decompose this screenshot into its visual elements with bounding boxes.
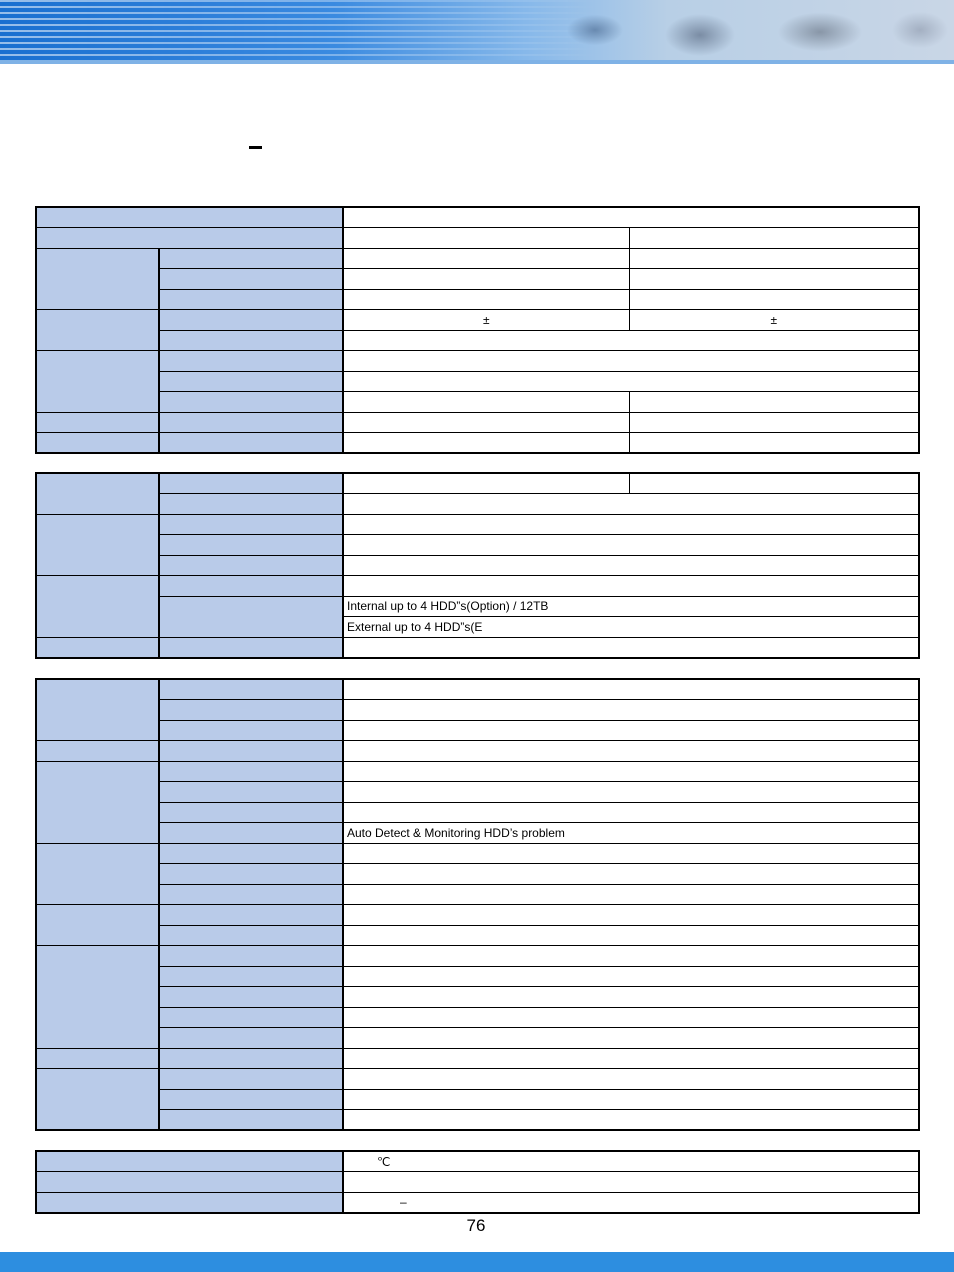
row-label xyxy=(159,596,343,637)
group-label xyxy=(36,473,159,514)
row-value xyxy=(343,761,919,782)
header-banner xyxy=(0,0,954,64)
table-row xyxy=(36,864,919,885)
row-label xyxy=(159,884,343,905)
table-row xyxy=(36,741,919,762)
group-label xyxy=(36,248,159,310)
row-value xyxy=(343,700,919,721)
spec-table-3 xyxy=(35,678,920,1131)
row-value xyxy=(343,1172,919,1193)
row-value xyxy=(343,1048,919,1069)
footer-bar xyxy=(0,1252,954,1272)
table-row xyxy=(36,679,919,700)
row-label xyxy=(159,392,343,413)
group-label xyxy=(36,514,159,576)
row-value xyxy=(629,269,919,290)
table-row xyxy=(36,823,919,844)
row-label xyxy=(159,330,343,351)
row-label xyxy=(159,371,343,392)
row-label xyxy=(159,987,343,1008)
row-value xyxy=(343,269,629,290)
row-value xyxy=(629,228,919,249)
range-dash: – xyxy=(400,1195,407,1209)
table-row xyxy=(36,761,919,782)
table-row xyxy=(36,1192,919,1213)
row-value xyxy=(343,514,919,535)
group-label xyxy=(36,905,159,946)
row-value xyxy=(343,1192,919,1213)
row-value xyxy=(343,494,919,515)
row-value xyxy=(343,310,629,331)
header-stripes xyxy=(0,0,600,64)
row-label xyxy=(159,535,343,556)
row-label xyxy=(159,1069,343,1090)
group-label xyxy=(36,412,159,433)
group-label xyxy=(36,761,159,843)
row-value xyxy=(343,1069,919,1090)
row-label xyxy=(159,514,343,535)
table-row xyxy=(36,1028,919,1049)
plus-minus-symbol: ± xyxy=(482,312,490,327)
row-value xyxy=(343,1110,919,1131)
row-value xyxy=(343,843,919,864)
row-value xyxy=(343,576,919,597)
row-value xyxy=(343,679,919,700)
row-value xyxy=(343,925,919,946)
row-value xyxy=(343,782,919,803)
row-label xyxy=(159,720,343,741)
table-row xyxy=(36,884,919,905)
row-label xyxy=(159,1110,343,1131)
row-value xyxy=(343,741,919,762)
group-label xyxy=(36,433,159,454)
row-label xyxy=(159,555,343,576)
row-value xyxy=(343,392,629,413)
row-label xyxy=(159,473,343,494)
row-label xyxy=(159,289,343,310)
row-label xyxy=(159,433,343,454)
row-label xyxy=(159,412,343,433)
table-row xyxy=(36,596,919,617)
table-row xyxy=(36,1172,919,1193)
table-row xyxy=(36,966,919,987)
row-value xyxy=(343,412,629,433)
table-row xyxy=(36,576,919,597)
group-label xyxy=(36,741,159,762)
table-row xyxy=(36,494,919,515)
table-row xyxy=(36,310,919,331)
row-value xyxy=(629,412,919,433)
spec-table-2 xyxy=(35,472,920,659)
row-value xyxy=(629,289,919,310)
row-value xyxy=(343,473,629,494)
table-row xyxy=(36,392,919,413)
row-label xyxy=(159,269,343,290)
table-row xyxy=(36,371,919,392)
row-value xyxy=(343,637,919,658)
table-row xyxy=(36,905,919,926)
row-label xyxy=(159,741,343,762)
row-value xyxy=(343,1007,919,1028)
row-label xyxy=(159,966,343,987)
table-row xyxy=(36,228,919,249)
table-row xyxy=(36,720,919,741)
hdd-detect-value: Auto Detect & Monitoring HDD’s problem xyxy=(343,823,919,844)
table-row xyxy=(36,802,919,823)
row-label xyxy=(159,864,343,885)
row-label xyxy=(159,637,343,658)
row-value xyxy=(629,248,919,269)
row-value xyxy=(343,1089,919,1110)
table-row xyxy=(36,1007,919,1028)
row-label xyxy=(159,1048,343,1069)
group-label xyxy=(36,1069,159,1131)
table-row xyxy=(36,248,919,269)
row-value xyxy=(343,228,629,249)
row-value xyxy=(343,966,919,987)
row-value xyxy=(343,535,919,556)
page-title-dash xyxy=(249,146,262,149)
table-row xyxy=(36,782,919,803)
row-value xyxy=(629,310,919,331)
row-label xyxy=(159,946,343,967)
row-label xyxy=(159,1089,343,1110)
table-row xyxy=(36,1151,919,1172)
row-label xyxy=(159,782,343,803)
group-label xyxy=(36,1048,159,1069)
row-label xyxy=(159,761,343,782)
group-label xyxy=(36,310,159,351)
table-row xyxy=(36,514,919,535)
row-label xyxy=(159,905,343,926)
row-label xyxy=(36,207,343,228)
table-row xyxy=(36,1048,919,1069)
header-bottom-line xyxy=(0,60,954,64)
row-label xyxy=(159,802,343,823)
row-label xyxy=(159,679,343,700)
table-row xyxy=(36,637,919,658)
row-value xyxy=(343,1151,919,1172)
row-label xyxy=(36,228,343,249)
row-value xyxy=(343,330,919,351)
row-label xyxy=(159,351,343,372)
row-label xyxy=(159,700,343,721)
row-label xyxy=(159,1007,343,1028)
row-value xyxy=(343,864,919,885)
table-row xyxy=(36,1069,919,1090)
table-row xyxy=(36,412,919,433)
row-label xyxy=(159,248,343,269)
row-value xyxy=(343,720,919,741)
table-row xyxy=(36,473,919,494)
row-value xyxy=(343,884,919,905)
row-label xyxy=(36,1192,343,1213)
table-row xyxy=(36,207,919,228)
row-label xyxy=(159,1028,343,1049)
table-row xyxy=(36,1110,919,1131)
row-label xyxy=(159,576,343,597)
row-value xyxy=(343,289,629,310)
row-value xyxy=(343,248,629,269)
group-label xyxy=(36,637,159,658)
storage-external: External up to 4 HDD”s(E xyxy=(343,617,919,638)
row-value xyxy=(629,392,919,413)
group-label xyxy=(36,946,159,1049)
row-value xyxy=(343,1028,919,1049)
temperature-unit: ℃ xyxy=(377,1154,391,1169)
table-row xyxy=(36,535,919,556)
table-row xyxy=(36,555,919,576)
table-row xyxy=(36,987,919,1008)
spec-table-1 xyxy=(35,206,920,454)
page-number: 76 xyxy=(466,1216,486,1235)
table-row xyxy=(36,843,919,864)
group-label xyxy=(36,576,159,638)
group-label xyxy=(36,843,159,905)
storage-internal: Internal up to 4 HDD”s(Option) / 12TB xyxy=(343,596,919,617)
row-value xyxy=(343,905,919,926)
row-label xyxy=(36,1151,343,1172)
table-row xyxy=(36,925,919,946)
row-value xyxy=(343,802,919,823)
row-value xyxy=(343,555,919,576)
row-value xyxy=(343,987,919,1008)
table-row xyxy=(36,433,919,454)
header-photo xyxy=(520,0,954,64)
row-label xyxy=(159,843,343,864)
group-label xyxy=(36,351,159,413)
table-row xyxy=(36,330,919,351)
group-label xyxy=(36,679,159,741)
row-label xyxy=(36,1172,343,1193)
row-value xyxy=(343,433,629,454)
table-row xyxy=(36,289,919,310)
row-value xyxy=(343,351,919,372)
table-row xyxy=(36,946,919,967)
table-row xyxy=(36,700,919,721)
table-row xyxy=(36,269,919,290)
row-value xyxy=(629,433,919,454)
row-label xyxy=(159,310,343,331)
row-value xyxy=(343,207,919,228)
row-label xyxy=(159,494,343,515)
table-row xyxy=(36,351,919,372)
row-label xyxy=(159,823,343,844)
row-value xyxy=(343,371,919,392)
table-row xyxy=(36,1089,919,1110)
row-value xyxy=(343,946,919,967)
plus-minus-symbol: ± xyxy=(770,312,778,327)
row-value xyxy=(629,473,919,494)
spec-table-4 xyxy=(35,1150,920,1214)
row-label xyxy=(159,925,343,946)
